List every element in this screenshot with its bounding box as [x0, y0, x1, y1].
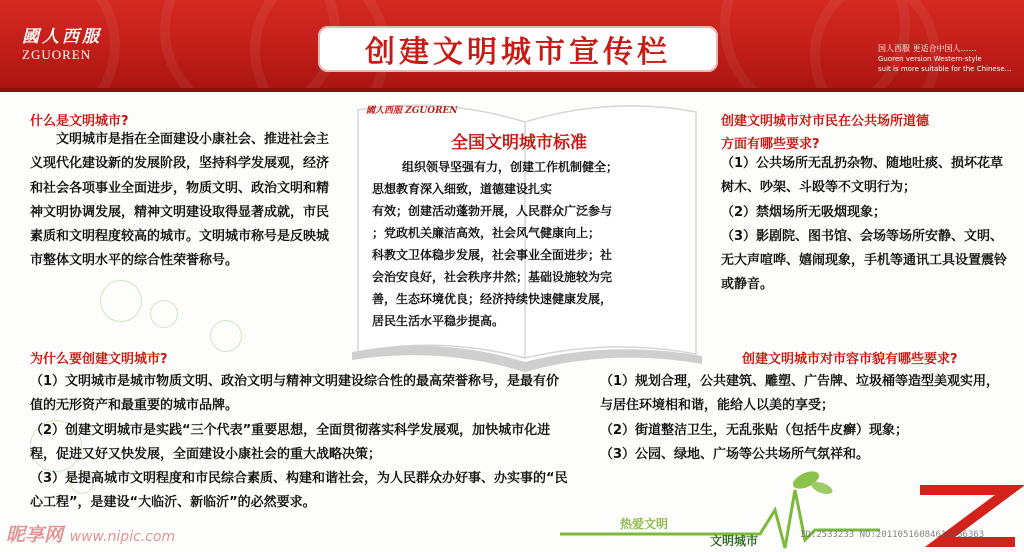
watermark-url: www.nipic.com	[69, 529, 176, 545]
what-is-paragraph	[30, 128, 336, 274]
list-item: （1）规划合理，公共建筑、雕塑、广告牌、垃圾桶等造型美观实用，与居住环境相和谐，能给人以美的享受；	[600, 374, 1000, 414]
heading-public-conduct-2: 方面有哪些要求?	[721, 137, 820, 152]
decorative-circle	[100, 280, 142, 322]
what-is-text: 文明城市是指在全面建设小康社会、推进社会主义现代化建设新的发展阶段，坚持科学发展观，经济和社会各项事业全面进步，物质文明、政治文明和精神文明协调发展，精神文明建设取得显著成就，市民素质和文明程度较高的城市。文明城市称号是反映城市整体文明水平的综合性荣誉称号。	[30, 132, 330, 269]
list-item: （3）公园、绿地、广场等公共场所气氛祥和。	[600, 446, 870, 462]
standard-line: ；党政机关廉洁高效，社会风气健康向上；	[372, 226, 601, 240]
image-id-text: ID:2533233 NO:20110516084619756363	[800, 530, 985, 540]
brand-logo	[22, 22, 132, 63]
decorative-circle	[210, 320, 242, 352]
standard-line: 善，生态环境优良；经济持续快速健康发展，	[372, 292, 613, 306]
slogan-line-2: Guoren version Western-style	[878, 55, 982, 63]
page-title: 创建文明城市宣传栏	[365, 35, 671, 70]
standard-line: 思想教育深入细致，道德建设扎实	[372, 182, 553, 196]
header-shadow-line	[0, 88, 1024, 92]
standard-line: 会治安良好，社会秩序井然；基础设施较为完	[372, 270, 613, 284]
why-build-list	[30, 370, 570, 516]
brand-logo-en: ZGUOREN	[22, 47, 92, 62]
brand-slogan	[878, 44, 1018, 74]
heading-national-standard: 全国文明城市标准	[451, 133, 587, 153]
slogan-line-1: 国人西服 更适合中国人……	[878, 44, 977, 53]
list-item: （1）文明城市是城市物质文明、政治文明与精神文明建设综合性的最高荣誉称号，是最有价值的无形资产和最重要的城市品牌。	[30, 374, 560, 414]
decorative-circle	[150, 300, 178, 328]
heading-public-conduct-1: 创建文明城市对市民在公共场所道德	[721, 114, 930, 129]
standard-line: 科教文卫体稳步发展，社会事业全面进步；社	[372, 248, 613, 262]
watermark-text: 昵享网	[6, 524, 64, 546]
list-item: （2）禁烟场所无吸烟现象；	[721, 204, 887, 220]
list-item: （1）公共场所无乱扔杂物、随地吐痰、损坏花草树木、吵架、斗殴等不文明行为；	[721, 156, 1004, 196]
book-logo: 國人西服 ZGUOREN	[366, 106, 458, 116]
list-item: （3）影剧院、图书馆、会场等场所安静、文明、无大声喧哗、嬉闹现象，手机等通讯工具设置震铃或静音。	[721, 228, 1008, 293]
standard-line: 组织领导坚强有力，创建工作机制健全；	[402, 160, 619, 174]
heading-city-appearance: 创建文明城市对市容市貌有哪些要求?	[742, 352, 958, 367]
standard-line: 有效；创建活动蓬勃开展，人民群众广泛参与	[372, 204, 613, 218]
slogan-line-3: suit is more suitable for the Chinese...	[878, 65, 1012, 73]
public-conduct-list	[721, 152, 1011, 298]
title-banner	[318, 26, 718, 72]
list-item: （2）创建文明城市是实践“三个代表”重要思想，全面贯彻落实科学发展观，加快城市化进程，促进又好又快发展，全面建设小康社会的重大战略决策；	[30, 422, 551, 462]
heading-why-build: 为什么要创建文明城市?	[30, 352, 168, 367]
heading-what-is-civilized-city: 什么是文明城市?	[30, 114, 129, 129]
footer-slogan-civilized-city: 文明城市	[710, 534, 759, 548]
standard-line: 居民生活水平稳步提高。	[372, 314, 505, 328]
list-item: （2）街道整洁卫生，无乱张贴（包括牛皮癣）现象；	[600, 422, 909, 438]
standard-text	[372, 156, 676, 332]
list-item: （3）是提高城市文明程度和市民综合素质、构建和谐社会，为人民群众办好事、办实事的“民心工程”，是建设“大临沂、新临沂”的必然要求。	[30, 471, 568, 511]
brand-logo-cn: 國人西服	[22, 27, 102, 47]
footer-slogan-love-civilization: 热爱文明	[620, 517, 669, 531]
watermark	[6, 520, 175, 547]
city-appearance-list	[600, 370, 1010, 467]
